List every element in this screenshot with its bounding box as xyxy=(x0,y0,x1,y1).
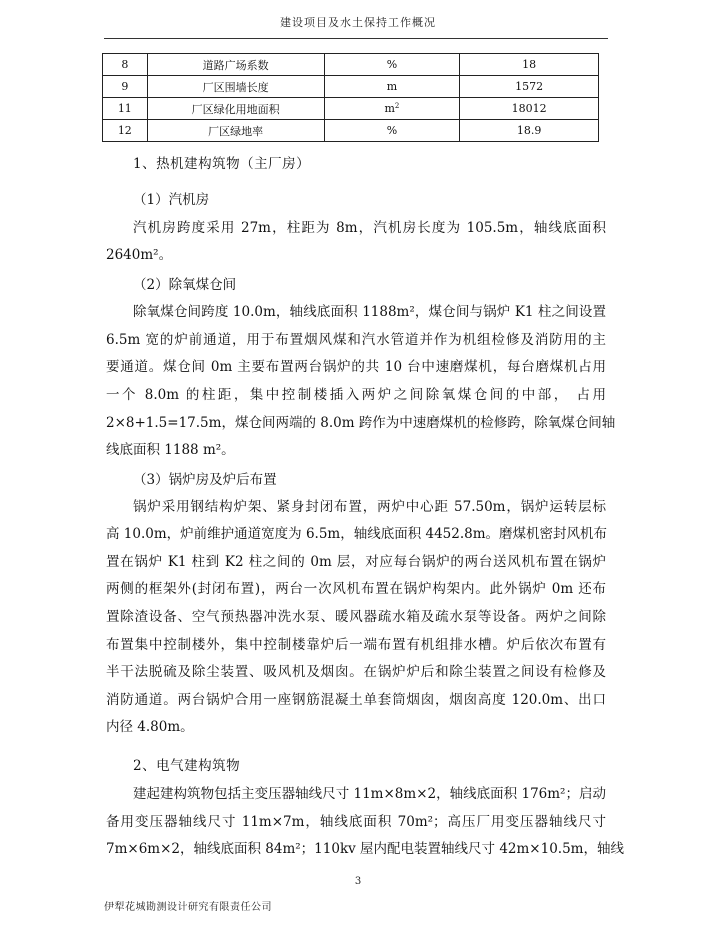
paragraph-line: 布置集中控制楼外，集中控制楼靠炉后一端布置有机组排水槽。炉后依次布置有 xyxy=(106,637,606,653)
paragraph-line: 消防通道。两台锅炉合用一座钢筋混凝土单套筒烟囱，烟囱高度 120.0m、出口 xyxy=(106,692,606,708)
row-unit xyxy=(324,98,460,120)
paragraph-line: 2640m²。 xyxy=(106,247,173,263)
paragraph-line: 6.5m 宽的炉前通道，用于布置烟风煤和汽水管道并作为机组检修及消防用的主 xyxy=(106,332,606,348)
project-stats-table xyxy=(102,53,599,142)
paragraph-line: 置除渣设备、空气预热器冲洗水泵、暖风器疏水箱及疏水泵等设备。两炉之间除 xyxy=(106,609,606,625)
paragraph-line: 一个 8.0m 的柱距，集中控制楼插入两炉之间除氧煤仓间的中部， 占用 xyxy=(106,387,606,403)
paragraph-line: 除氧煤仓间跨度 10.0m，轴线底面积 1188m²，煤仓间与锅炉 K1 柱之间设置 xyxy=(133,304,606,320)
section-heading: 1、热机建构筑物（主厂房） xyxy=(133,156,311,172)
paragraph-line: 要通道。煤仓间 0m 主要布置两台锅炉的共 10 台中速磨煤机，每台磨煤机占用 xyxy=(106,359,606,375)
paragraph-line: 高 10.0m，炉前维护通道宽度为 6.5m，轴线底面积 4452.8m。磨煤机密封风机布 xyxy=(106,526,608,542)
row-unit: m xyxy=(324,76,460,98)
paragraph-line: 2×8+1.5=17.5m，煤仓间两端的 8.0m 跨作为中速磨煤机的检修跨，除氧煤仓间轴 xyxy=(106,415,616,431)
page-number: 3 xyxy=(354,876,362,887)
paragraph-line: 7m×6m×2，轴线底面积 84m²；110kv 屋内配电装置轴线尺寸 42m×10.5m，轴线 xyxy=(106,841,624,857)
row-value: 1572 xyxy=(460,76,599,98)
paragraph-line: 半干法脱硫及除尘装置、吸风机及烟囱。在锅炉炉后和除尘装置之间设有检修及 xyxy=(106,664,606,680)
row-number: 9 xyxy=(103,76,148,98)
unit-superscript: 2 xyxy=(394,102,400,110)
section-heading: 2、电气建构筑物 xyxy=(133,758,241,774)
subsection-heading: （2）除氧煤仓间 xyxy=(133,277,237,293)
paragraph-line: 内径 4.80m。 xyxy=(106,719,194,735)
row-unit: % xyxy=(324,120,460,142)
row-name: 道路广场系数 xyxy=(147,54,324,76)
row-unit: % xyxy=(324,54,460,76)
subsection-heading: （3）锅炉房及炉后布置 xyxy=(133,472,277,488)
page-header-title: 建设项目及水土保持工作概况 xyxy=(280,16,436,29)
row-value: 18 xyxy=(460,54,599,76)
row-name: 厂区绿化用地面积 xyxy=(147,98,324,120)
paragraph-line: 置在锅炉 K1 柱到 K2 柱之间的 0m 层，对应每台锅炉的两台送风机布置在锅炉 xyxy=(106,554,606,570)
paragraph-line: 建起建构筑物包括主变压器轴线尺寸 11m×8m×2，轴线底面积 176m²；启动 xyxy=(133,786,606,802)
row-value: 18012 xyxy=(460,98,599,120)
row-name: 厂区围墙长度 xyxy=(147,76,324,98)
paragraph-line: 线底面积 1188 m²。 xyxy=(106,442,235,458)
footer-company: 伊犁花城勘测设计研究有限责任公司 xyxy=(104,902,272,913)
row-number: 12 xyxy=(103,120,148,142)
table-row xyxy=(103,76,599,98)
table-row xyxy=(103,54,599,76)
subsection-heading: （1）汽机房 xyxy=(133,192,210,208)
paragraph-line: 汽机房跨度采用 27m，柱距为 8m，汽机房长度为 105.5m，轴线底面积 xyxy=(133,220,606,236)
header-divider xyxy=(104,38,608,39)
paragraph-line: 备用变压器轴线尺寸 11m×7m，轴线底面积 70m²；高压厂用变压器轴线尺寸 xyxy=(106,814,606,830)
table-row xyxy=(103,120,599,142)
row-number: 11 xyxy=(103,98,148,120)
row-name: 厂区绿地率 xyxy=(147,120,324,142)
row-value: 18.9 xyxy=(460,120,599,142)
row-number: 8 xyxy=(103,54,148,76)
table-row xyxy=(103,98,599,120)
paragraph-line: 锅炉采用钢结构炉架、紧身封闭布置，两炉中心距 57.50m，锅炉运转层标 xyxy=(133,499,606,515)
unit-base: m xyxy=(384,102,395,115)
paragraph-line: 两侧的框架外(封闭布置)，两台一次风机布置在锅炉构架内。此外锅炉 0m 还布 xyxy=(106,581,606,597)
